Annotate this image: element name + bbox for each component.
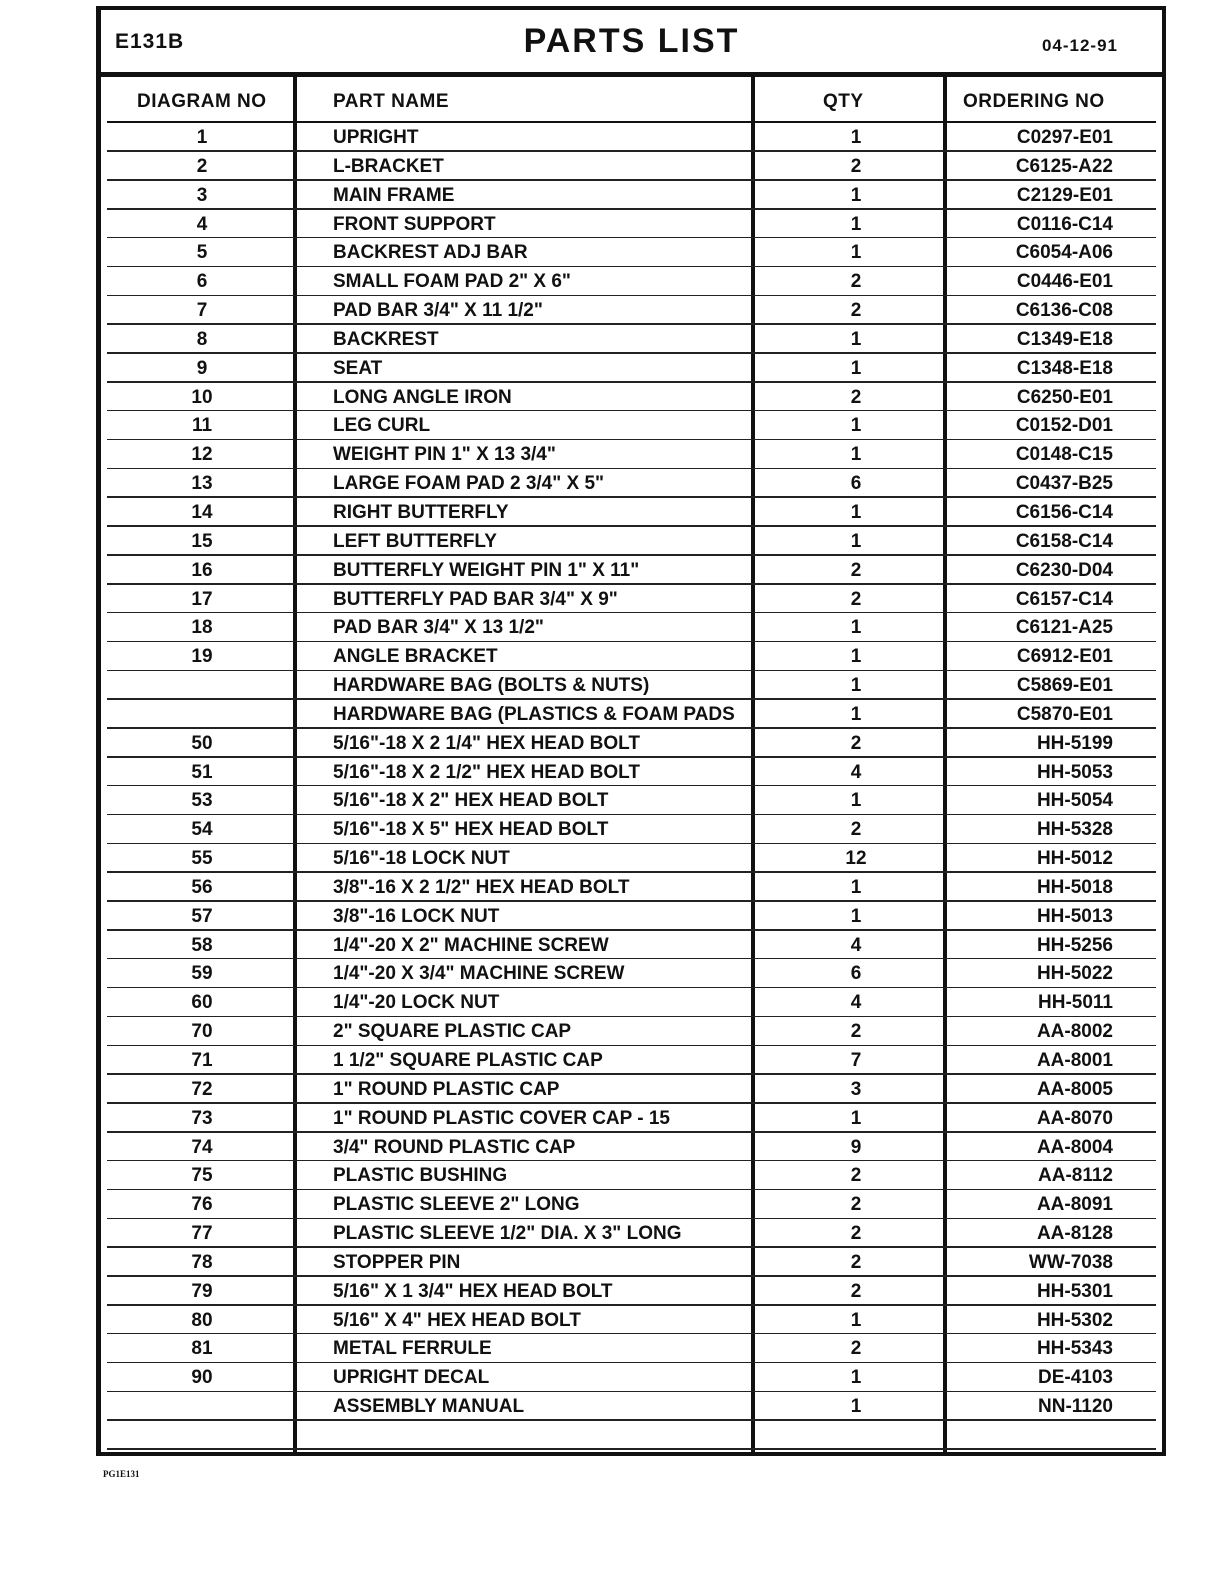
table-row bbox=[101, 729, 1162, 758]
part-name-cell: LEFT BUTTERFLY bbox=[333, 530, 497, 552]
part-name-cell: 1" ROUND PLASTIC CAP bbox=[333, 1078, 560, 1100]
qty-cell: 1 bbox=[850, 213, 862, 235]
diagram-no-cell: 11 bbox=[191, 415, 213, 437]
title-bar bbox=[101, 10, 1162, 77]
diagram-no-cell: 76 bbox=[191, 1194, 213, 1216]
table-row bbox=[101, 181, 1162, 210]
ordering-no-cell: C6157-C14 bbox=[1015, 588, 1113, 610]
diagram-no-cell: 81 bbox=[191, 1338, 213, 1360]
part-name-cell: 1 1/2" SQUARE PLASTIC CAP bbox=[333, 1050, 603, 1071]
diagram-no-cell: 51 bbox=[191, 761, 213, 783]
qty-cell: 2 bbox=[850, 1338, 862, 1360]
ordering-no-cell: HH-5022 bbox=[1036, 963, 1113, 985]
diagram-no-cell: 54 bbox=[191, 819, 213, 841]
qty-cell: 1 bbox=[850, 1367, 862, 1389]
ordering-no-cell: C6136-C08 bbox=[1015, 300, 1113, 322]
ordering-no-cell: C1349-E18 bbox=[1016, 328, 1113, 350]
qty-cell: 2 bbox=[850, 732, 862, 754]
table-row bbox=[101, 152, 1162, 181]
diagram-no-cell: 6 bbox=[196, 271, 208, 293]
qty-cell: 1 bbox=[850, 876, 862, 898]
part-name-cell: 5/16"-18 X 5" HEX HEAD BOLT bbox=[333, 819, 609, 841]
qty-cell: 2 bbox=[850, 271, 862, 293]
table-row bbox=[101, 411, 1162, 440]
header-ordering-no: ORDERING NO bbox=[963, 91, 1105, 112]
table-row bbox=[101, 1334, 1162, 1363]
table-row bbox=[101, 815, 1162, 844]
table-row bbox=[101, 902, 1162, 931]
qty-cell: 2 bbox=[850, 300, 862, 322]
qty-cell: 1 bbox=[850, 790, 862, 812]
qty-cell: 4 bbox=[850, 934, 862, 956]
part-name-cell: PLASTIC SLEEVE 1/2" DIA. X 3" LONG bbox=[333, 1223, 682, 1245]
table-row bbox=[101, 1277, 1162, 1306]
part-name-cell: 5/16"-18 X 2" HEX HEAD BOLT bbox=[333, 790, 609, 812]
ordering-no-cell: AA-8112 bbox=[1038, 1165, 1113, 1187]
qty-cell: 2 bbox=[850, 1223, 862, 1245]
ordering-no-cell: HH-5302 bbox=[1036, 1309, 1113, 1331]
table-row bbox=[101, 671, 1162, 700]
row-rule bbox=[107, 1448, 1156, 1450]
part-name-cell: 5/16"-18 LOCK NUT bbox=[333, 848, 510, 870]
part-name-cell: WEIGHT PIN 1" X 13 3/4" bbox=[333, 444, 556, 466]
diagram-no-cell: 59 bbox=[191, 963, 213, 985]
ordering-no-cell: C5870-E01 bbox=[1016, 703, 1113, 725]
ordering-no-cell: HH-5328 bbox=[1036, 819, 1113, 841]
qty-cell: 1 bbox=[850, 357, 862, 379]
ordering-no-cell: AA-8005 bbox=[1036, 1078, 1113, 1100]
qty-cell: 6 bbox=[850, 963, 862, 985]
qty-cell: 1 bbox=[850, 127, 862, 148]
part-name-cell: SEAT bbox=[333, 357, 383, 379]
diagram-no-cell: 77 bbox=[191, 1223, 213, 1245]
part-name-cell: BUTTERFLY WEIGHT PIN 1" X 11" bbox=[333, 559, 640, 581]
qty-cell: 12 bbox=[845, 848, 867, 870]
ordering-no-cell: C5869-E01 bbox=[1016, 675, 1113, 697]
table-row bbox=[101, 931, 1162, 960]
table-row bbox=[101, 1248, 1162, 1277]
ordering-no-cell: HH-5301 bbox=[1036, 1280, 1113, 1302]
ordering-no-cell: HH-5012 bbox=[1036, 848, 1113, 870]
diagram-no-cell: 72 bbox=[191, 1078, 213, 1100]
ordering-no-cell: C0446-E01 bbox=[1016, 271, 1113, 293]
table-row bbox=[101, 1190, 1162, 1219]
part-name-cell: 1/4"-20 X 3/4" MACHINE SCREW bbox=[333, 963, 625, 985]
diagram-no-cell: 5 bbox=[196, 242, 208, 264]
ordering-no-cell: AA-8128 bbox=[1036, 1223, 1113, 1245]
diagram-no-cell: 19 bbox=[191, 646, 213, 668]
header-diagram-no: DIAGRAM NO bbox=[137, 91, 267, 112]
table-row bbox=[101, 1421, 1162, 1450]
table-row bbox=[101, 1161, 1162, 1190]
part-name-cell: METAL FERRULE bbox=[333, 1338, 492, 1360]
document-date: 04-12-91 bbox=[1041, 36, 1118, 55]
qty-cell: 2 bbox=[850, 1251, 862, 1273]
ordering-no-cell: HH-5343 bbox=[1036, 1338, 1113, 1360]
table-row bbox=[101, 988, 1162, 1017]
part-name-cell: STOPPER PIN bbox=[333, 1251, 461, 1273]
part-name-cell: 1/4"-20 LOCK NUT bbox=[333, 992, 500, 1014]
part-name-cell: 1" ROUND PLASTIC COVER CAP - 15 bbox=[333, 1107, 670, 1129]
part-name-cell: 5/16"-18 X 2 1/2" HEX HEAD BOLT bbox=[333, 761, 640, 783]
qty-cell: 7 bbox=[850, 1050, 862, 1071]
ordering-no-cell: HH-5199 bbox=[1036, 732, 1113, 754]
table-row bbox=[101, 383, 1162, 412]
qty-cell: 1 bbox=[850, 242, 862, 264]
table-row bbox=[101, 700, 1162, 729]
ordering-no-cell: C6121-A25 bbox=[1015, 617, 1113, 639]
part-name-cell: 5/16" X 1 3/4" HEX HEAD BOLT bbox=[333, 1280, 613, 1302]
ordering-no-cell: C6250-E01 bbox=[1016, 386, 1113, 408]
part-name-cell: RIGHT BUTTERFLY bbox=[333, 501, 509, 523]
part-name-cell: PLASTIC SLEEVE 2" LONG bbox=[333, 1194, 580, 1216]
table-row bbox=[101, 844, 1162, 873]
table-row bbox=[101, 959, 1162, 988]
table-row bbox=[101, 210, 1162, 239]
ordering-no-cell: HH-5054 bbox=[1036, 790, 1113, 812]
ordering-no-cell: HH-5053 bbox=[1036, 761, 1113, 783]
ordering-no-cell: C6158-C14 bbox=[1015, 530, 1113, 552]
ordering-no-cell: C6912-E01 bbox=[1016, 646, 1113, 668]
part-name-cell: LEG CURL bbox=[333, 415, 431, 437]
table-row bbox=[101, 440, 1162, 469]
diagram-no-cell: 80 bbox=[191, 1309, 213, 1331]
qty-cell: 1 bbox=[850, 617, 862, 639]
ordering-no-cell: C0437-B25 bbox=[1015, 473, 1113, 495]
part-name-cell: PLASTIC BUSHING bbox=[333, 1165, 508, 1187]
ordering-no-cell: HH-5011 bbox=[1038, 992, 1113, 1014]
table-row bbox=[101, 758, 1162, 787]
ordering-no-cell: C0152-D01 bbox=[1015, 415, 1113, 437]
table-row bbox=[101, 786, 1162, 815]
ordering-no-cell: WW-7038 bbox=[1028, 1251, 1113, 1273]
part-name-cell: LONG ANGLE IRON bbox=[333, 386, 512, 408]
table-row bbox=[101, 527, 1162, 556]
ordering-no-cell: HH-5256 bbox=[1036, 934, 1113, 956]
table-row bbox=[101, 498, 1162, 527]
qty-cell: 1 bbox=[850, 501, 862, 523]
diagram-no-cell: 58 bbox=[191, 934, 213, 956]
diagram-no-cell: 73 bbox=[191, 1107, 213, 1129]
ordering-no-cell: C0297-E01 bbox=[1016, 127, 1113, 148]
part-name-cell: BACKREST bbox=[333, 328, 439, 350]
qty-cell: 1 bbox=[850, 1396, 862, 1418]
diagram-no-cell: 90 bbox=[191, 1367, 213, 1389]
table-row bbox=[101, 1392, 1162, 1421]
part-name-cell: UPRIGHT bbox=[333, 127, 419, 148]
diagram-no-cell: 12 bbox=[191, 444, 213, 466]
qty-cell: 3 bbox=[850, 1078, 862, 1100]
footer-code: PG1E131 bbox=[103, 1469, 140, 1479]
diagram-no-cell: 55 bbox=[191, 848, 213, 870]
diagram-no-cell: 13 bbox=[191, 473, 213, 495]
diagram-no-cell: 75 bbox=[191, 1165, 213, 1187]
ordering-no-cell: NN-1120 bbox=[1038, 1396, 1113, 1418]
qty-cell: 2 bbox=[850, 588, 862, 610]
ordering-no-cell: C6054-A06 bbox=[1015, 242, 1113, 264]
qty-cell: 9 bbox=[850, 1136, 862, 1158]
diagram-no-cell: 3 bbox=[196, 184, 208, 206]
diagram-no-cell: 1 bbox=[196, 127, 208, 148]
qty-cell: 2 bbox=[850, 819, 862, 841]
table-row bbox=[101, 238, 1162, 267]
diagram-no-cell: 78 bbox=[191, 1251, 213, 1273]
diagram-no-cell: 4 bbox=[196, 213, 208, 235]
table-row bbox=[101, 1363, 1162, 1392]
ordering-no-cell: C6156-C14 bbox=[1015, 501, 1113, 523]
qty-cell: 1 bbox=[850, 703, 862, 725]
table-row bbox=[101, 296, 1162, 325]
qty-cell: 2 bbox=[850, 559, 862, 581]
table-row bbox=[101, 1017, 1162, 1046]
ordering-no-cell: C6125-A22 bbox=[1015, 155, 1113, 177]
table-row bbox=[101, 1133, 1162, 1162]
ordering-no-cell: C6230-D04 bbox=[1015, 559, 1113, 581]
part-name-cell: 3/4" ROUND PLASTIC CAP bbox=[333, 1136, 576, 1158]
diagram-no-cell: 10 bbox=[191, 386, 213, 408]
header-part-name: PART NAME bbox=[333, 91, 450, 112]
diagram-no-cell: 60 bbox=[191, 992, 213, 1014]
diagram-no-cell: 71 bbox=[191, 1050, 213, 1071]
table-row bbox=[101, 1219, 1162, 1248]
qty-cell: 6 bbox=[850, 473, 862, 495]
table-row bbox=[101, 267, 1162, 296]
table-row bbox=[101, 1046, 1162, 1075]
qty-cell: 2 bbox=[850, 1165, 862, 1187]
ordering-no-cell: HH-5018 bbox=[1036, 876, 1113, 898]
qty-cell: 1 bbox=[850, 675, 862, 697]
qty-cell: 2 bbox=[850, 386, 862, 408]
qty-cell: 1 bbox=[850, 415, 862, 437]
table-row bbox=[101, 585, 1162, 614]
part-name-cell: LARGE FOAM PAD 2 3/4" X 5" bbox=[333, 473, 605, 495]
ordering-no-cell: AA-8070 bbox=[1036, 1107, 1113, 1129]
diagram-no-cell: 16 bbox=[191, 559, 213, 581]
table-row bbox=[101, 613, 1162, 642]
part-name-cell: SMALL FOAM PAD 2" X 6" bbox=[333, 271, 571, 293]
model-number: E131B bbox=[115, 30, 185, 53]
ordering-no-cell: C2129-E01 bbox=[1016, 184, 1113, 206]
part-name-cell: PAD BAR 3/4" X 11 1/2" bbox=[333, 300, 543, 322]
qty-cell: 4 bbox=[850, 761, 862, 783]
parts-table bbox=[101, 77, 1162, 1452]
qty-cell: 4 bbox=[850, 992, 862, 1014]
qty-cell: 1 bbox=[850, 646, 862, 668]
part-name-cell: HARDWARE BAG (BOLTS & NUTS) bbox=[333, 675, 650, 697]
ordering-no-cell: AA-8002 bbox=[1036, 1021, 1113, 1043]
diagram-no-cell: 70 bbox=[191, 1021, 213, 1043]
diagram-no-cell: 56 bbox=[191, 876, 213, 898]
header-qty: QTY bbox=[823, 91, 864, 112]
part-name-cell: ASSEMBLY MANUAL bbox=[333, 1396, 525, 1418]
qty-cell: 1 bbox=[850, 328, 862, 350]
qty-cell: 1 bbox=[850, 184, 862, 206]
part-name-cell: L-BRACKET bbox=[333, 155, 444, 177]
ordering-no-cell: C0148-C15 bbox=[1015, 444, 1113, 466]
part-name-cell: 2" SQUARE PLASTIC CAP bbox=[333, 1021, 572, 1043]
part-name-cell: UPRIGHT DECAL bbox=[333, 1367, 490, 1389]
ordering-no-cell: C1348-E18 bbox=[1016, 357, 1113, 379]
qty-cell: 1 bbox=[850, 1107, 862, 1129]
ordering-no-cell: C0116-C14 bbox=[1016, 213, 1113, 235]
qty-cell: 1 bbox=[850, 1309, 862, 1331]
part-name-cell: BUTTERFLY PAD BAR 3/4" X 9" bbox=[333, 588, 618, 610]
diagram-no-cell: 14 bbox=[191, 501, 213, 523]
part-name-cell: FRONT SUPPORT bbox=[333, 213, 496, 235]
part-name-cell: 1/4"-20 X 2" MACHINE SCREW bbox=[333, 934, 609, 956]
table-row bbox=[101, 556, 1162, 585]
diagram-no-cell: 50 bbox=[191, 732, 213, 754]
diagram-no-cell: 2 bbox=[196, 155, 208, 177]
diagram-no-cell: 8 bbox=[196, 328, 208, 350]
qty-cell: 1 bbox=[850, 444, 862, 466]
ordering-no-cell: DE-4103 bbox=[1038, 1367, 1113, 1389]
qty-cell: 2 bbox=[850, 155, 862, 177]
table-row bbox=[101, 642, 1162, 671]
table-row bbox=[101, 325, 1162, 354]
table-row bbox=[101, 1104, 1162, 1133]
part-name-cell: PAD BAR 3/4" X 13 1/2" bbox=[333, 617, 544, 639]
diagram-no-cell: 15 bbox=[191, 530, 213, 552]
qty-cell: 2 bbox=[850, 1280, 862, 1302]
part-name-cell: BACKREST ADJ BAR bbox=[333, 242, 528, 264]
table-body bbox=[101, 123, 1162, 1450]
ordering-no-cell: AA-8091 bbox=[1036, 1194, 1113, 1216]
table-row bbox=[101, 354, 1162, 383]
table-row bbox=[101, 1075, 1162, 1104]
ordering-no-cell: AA-8004 bbox=[1036, 1136, 1113, 1158]
parts-list-sheet bbox=[96, 6, 1166, 1456]
ordering-no-cell: AA-8001 bbox=[1036, 1050, 1113, 1071]
diagram-no-cell: 9 bbox=[196, 357, 208, 379]
qty-cell: 2 bbox=[850, 1194, 862, 1216]
table-row bbox=[101, 1306, 1162, 1335]
ordering-no-cell: HH-5013 bbox=[1036, 905, 1113, 927]
diagram-no-cell: 7 bbox=[196, 300, 208, 322]
table-row bbox=[101, 873, 1162, 902]
part-name-cell: MAIN FRAME bbox=[333, 184, 455, 206]
part-name-cell: 3/8"-16 X 2 1/2" HEX HEAD BOLT bbox=[333, 876, 630, 898]
part-name-cell: ANGLE BRACKET bbox=[333, 646, 498, 668]
table-row bbox=[101, 123, 1162, 152]
table-row bbox=[101, 469, 1162, 498]
diagram-no-cell: 74 bbox=[191, 1136, 213, 1158]
diagram-no-cell: 79 bbox=[191, 1280, 213, 1302]
part-name-cell: HARDWARE BAG (PLASTICS & FOAM PADS bbox=[333, 703, 735, 725]
part-name-cell: 3/8"-16 LOCK NUT bbox=[333, 905, 500, 927]
diagram-no-cell: 57 bbox=[191, 905, 213, 927]
qty-cell: 2 bbox=[850, 1021, 862, 1043]
qty-cell: 1 bbox=[850, 905, 862, 927]
page-title: PARTS LIST bbox=[523, 22, 740, 60]
diagram-no-cell: 18 bbox=[191, 617, 213, 639]
part-name-cell: 5/16"-18 X 2 1/4" HEX HEAD BOLT bbox=[333, 732, 640, 754]
part-name-cell: 5/16" X 4" HEX HEAD BOLT bbox=[333, 1309, 581, 1331]
diagram-no-cell: 53 bbox=[191, 790, 213, 812]
diagram-no-cell: 17 bbox=[191, 588, 213, 610]
qty-cell: 1 bbox=[850, 530, 862, 552]
